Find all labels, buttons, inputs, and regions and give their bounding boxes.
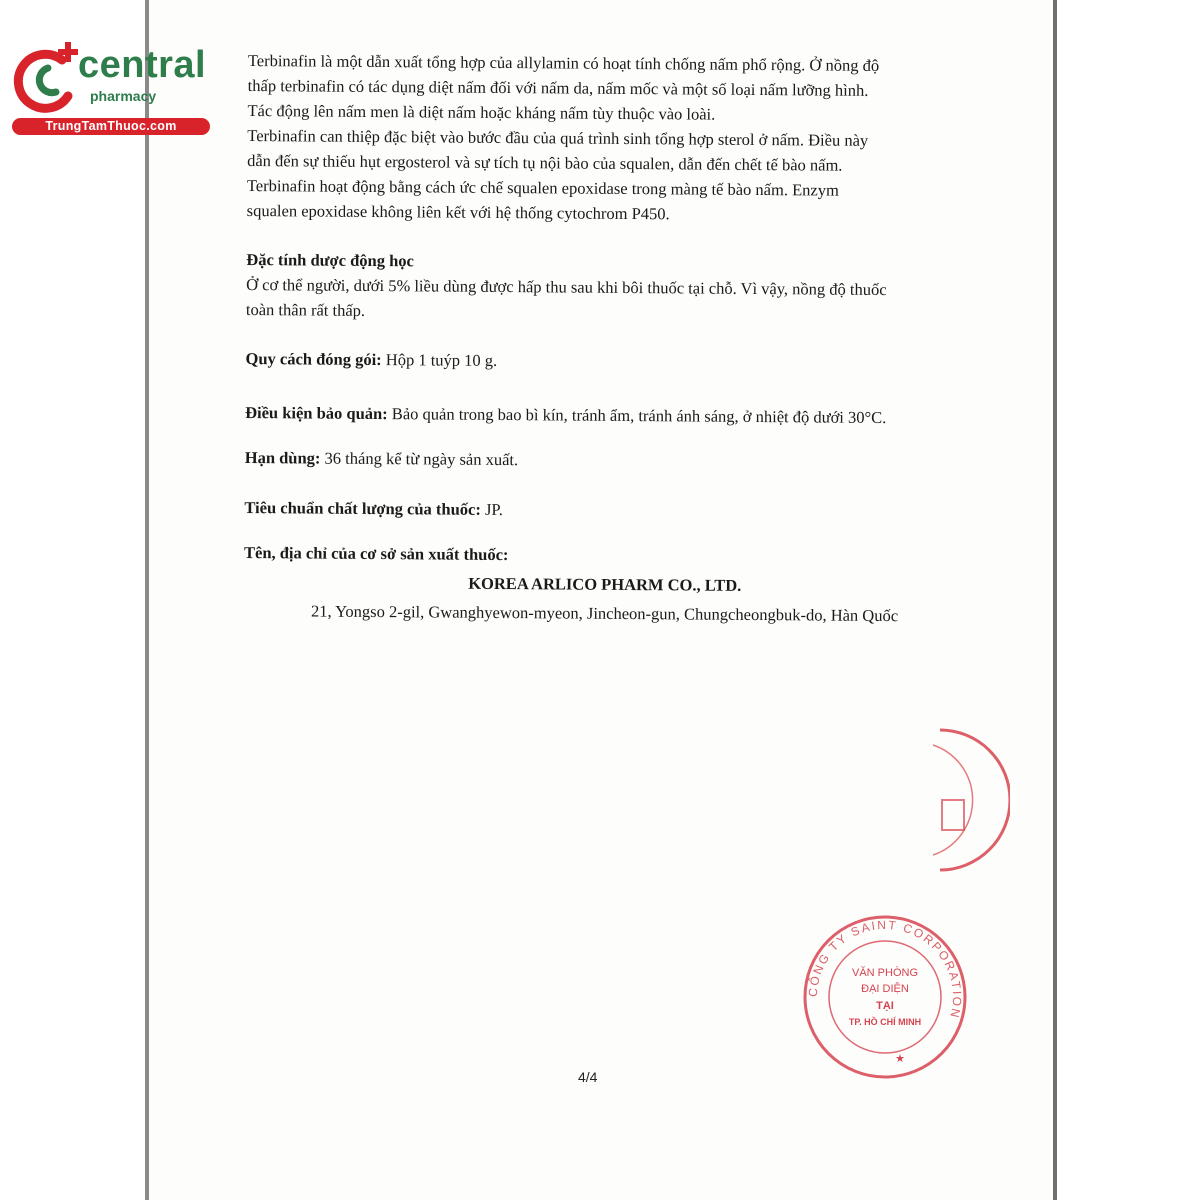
stamp-line-1: VĂN PHÒNG [851, 967, 919, 979]
page-number: 4/4 [578, 1069, 598, 1085]
intro-paragraph-1 [247, 48, 970, 129]
expiry-value: 36 tháng kể từ ngày sản xuất. [320, 448, 519, 470]
text-line: Terbinafin là một dẫn xuất tổng hợp của allylamin có hoạt tính chống nấm phổ rộng. Ở nồng độ [247, 50, 880, 75]
standard-value: JP. [480, 499, 503, 520]
partial-stamp [930, 725, 1010, 875]
text-line: Tác động lên nấm men là diệt nấm hoặc kháng nấm tùy thuộc vào loài. [247, 100, 716, 124]
manufacturer-address: 21, Yongso 2-gil, Gwanghyewon-myeon, Jincheon-gun, Chungcheongbuk-do, Hàn Quốc [310, 601, 899, 626]
text-line: Terbinafin can thiệp đặc biệt vào bước đầu của quá trình sinh tổng hợp sterol ở nấm. Điều này [247, 125, 869, 150]
pharmacokinetics-paragraph [246, 272, 968, 328]
company-stamp [800, 912, 970, 1082]
manufacturer-label: Tên, địa chỉ của cơ sở sản xuất thuốc: [243, 542, 509, 565]
stamp-line-4: TP. HỒ CHÍ MINH [848, 1017, 922, 1027]
stamp-ring-text: CÔNG TY SAINT CORPORATION [805, 917, 965, 1021]
text-line: Ở cơ thể người, dưới 5% liều dùng được hấp thu sau khi bôi thuốc tại chỗ. Vì vậy, nồng độ thuốc [246, 274, 887, 300]
manufacturer-company: KOREA ARLICO PHARM CO., LTD. [468, 573, 742, 595]
standard-label: Tiêu chuẩn chất lượng của thuốc: [244, 497, 481, 519]
page-right-edge [1053, 0, 1057, 1200]
storage-value: Bảo quản trong bao bì kín, tránh ẩm, tránh ánh sáng, ở nhiệt độ dưới 30°C. [387, 404, 887, 428]
stamp-line-3: TẠI [876, 1000, 894, 1012]
storage-label: Điều kiện bảo quản: [245, 402, 388, 424]
text-line: squalen epoxidase không liên kết với hệ thống cytochrom P450. [246, 200, 670, 224]
stamp-line-2: ĐẠI DIỆN [861, 983, 909, 995]
document-content [243, 48, 969, 629]
text-line: thấp terbinafin có tác dụng diệt nấm đối với nấm da, nấm mốc và một số loại nấm lưỡng hình. [247, 75, 869, 100]
packaging-label: Quy cách đóng gói: [245, 348, 382, 370]
logo-brand-text: central [78, 44, 207, 86]
logo-site-link[interactable]: TrungTamThuoc.com [12, 118, 210, 135]
expiry-label: Hạn dùng: [244, 447, 321, 468]
pharmacokinetics-title: Đặc tính dược động học [246, 249, 414, 271]
text-line: Terbinafin hoạt động bằng cách ức chế squalen epoxidase trong màng tế bào nấm. Enzym [246, 175, 839, 200]
text-line: dẫn đến sự thiếu hụt ergosterol và sự tích tụ nội bào của squalen, dẫn đến chết tế bào nấm. [247, 150, 843, 175]
text-line: toàn thân rất thấp. [245, 299, 366, 320]
page-left-edge [145, 0, 149, 1200]
packaging-value: Hộp 1 tuýp 10 g. [381, 350, 498, 370]
intro-paragraph-2 [247, 123, 970, 229]
stamp-star-icon: ★ [895, 1053, 905, 1065]
logo-sub-text: pharmacy [90, 88, 157, 104]
